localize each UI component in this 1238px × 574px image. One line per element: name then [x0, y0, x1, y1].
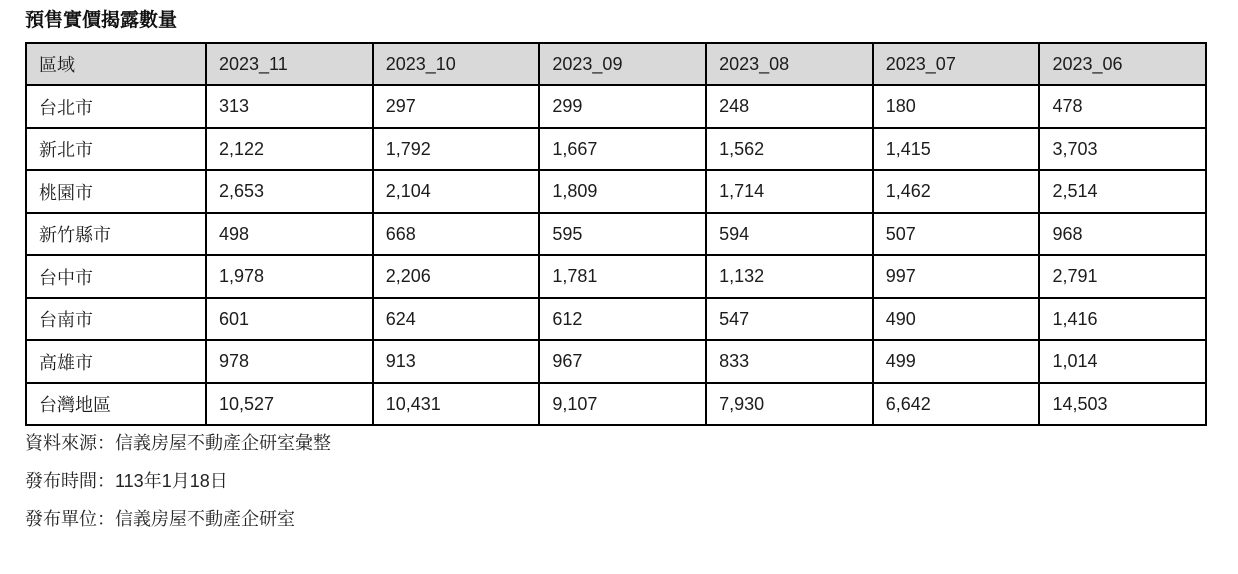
footer-publish-unit: 發布單位：信義房屋不動產企研室: [25, 508, 295, 529]
disclosure-table: [25, 42, 1207, 427]
region-cell: 新北市: [26, 128, 206, 171]
table-row-taichung: [26, 255, 1206, 298]
table-row-taiwan-total: [26, 383, 1206, 426]
table-row-taoyuan: [26, 170, 1206, 213]
value-cell: 833: [706, 340, 873, 383]
value-cell: 2,206: [373, 255, 540, 298]
value-cell: 1,978: [206, 255, 373, 298]
value-cell: 968: [1039, 213, 1206, 256]
value-cell: 10,431: [373, 383, 540, 426]
table-row-newtaipei: [26, 128, 1206, 171]
value-cell: 9,107: [539, 383, 706, 426]
value-cell: 624: [373, 298, 540, 341]
value-cell: 1,667: [539, 128, 706, 171]
value-cell: 1,714: [706, 170, 873, 213]
value-cell: 913: [373, 340, 540, 383]
value-cell: 2,104: [373, 170, 540, 213]
region-cell: 台中市: [26, 255, 206, 298]
value-cell: 1,462: [873, 170, 1040, 213]
region-cell: 新竹縣市: [26, 213, 206, 256]
region-cell: 台南市: [26, 298, 206, 341]
value-cell: 297: [373, 85, 540, 128]
region-cell: 桃園市: [26, 170, 206, 213]
value-cell: 10,527: [206, 383, 373, 426]
value-cell: 1,415: [873, 128, 1040, 171]
value-cell: 478: [1039, 85, 1206, 128]
value-cell: 313: [206, 85, 373, 128]
footer-publish-time: 發布時間：113年1月18日: [25, 471, 228, 492]
table-header-row: [26, 43, 1206, 86]
value-cell: 1,792: [373, 128, 540, 171]
column-header-2023-11: 2023_11: [206, 43, 373, 86]
value-cell: 1,416: [1039, 298, 1206, 341]
value-cell: 2,791: [1039, 255, 1206, 298]
column-header-2023-06: 2023_06: [1039, 43, 1206, 86]
table-row-hsinchu: [26, 213, 1206, 256]
value-cell: 7,930: [706, 383, 873, 426]
value-cell: 668: [373, 213, 540, 256]
column-header-2023-07: 2023_07: [873, 43, 1040, 86]
value-cell: 601: [206, 298, 373, 341]
column-header-region: 區域: [26, 43, 206, 86]
value-cell: 507: [873, 213, 1040, 256]
value-cell: 595: [539, 213, 706, 256]
value-cell: 978: [206, 340, 373, 383]
value-cell: 967: [539, 340, 706, 383]
value-cell: 6,642: [873, 383, 1040, 426]
value-cell: 612: [539, 298, 706, 341]
table-row-taipei: [26, 85, 1206, 128]
value-cell: 3,703: [1039, 128, 1206, 171]
page-title: 預售實價揭露數量: [25, 10, 178, 31]
value-cell: 1,809: [539, 170, 706, 213]
value-cell: 2,514: [1039, 170, 1206, 213]
value-cell: 498: [206, 213, 373, 256]
value-cell: 1,781: [539, 255, 706, 298]
column-header-2023-09: 2023_09: [539, 43, 706, 86]
column-header-2023-08: 2023_08: [706, 43, 873, 86]
value-cell: 490: [873, 298, 1040, 341]
value-cell: 499: [873, 340, 1040, 383]
table-row-tainan: [26, 298, 1206, 341]
value-cell: 1,014: [1039, 340, 1206, 383]
footer: [25, 434, 1213, 529]
value-cell: 2,122: [206, 128, 373, 171]
table-row-kaohsiung: [26, 340, 1206, 383]
value-cell: 248: [706, 85, 873, 128]
value-cell: 594: [706, 213, 873, 256]
value-cell: 14,503: [1039, 383, 1206, 426]
value-cell: 2,653: [206, 170, 373, 213]
region-cell: 高雄市: [26, 340, 206, 383]
value-cell: 997: [873, 255, 1040, 298]
footer-source: 資料來源：信義房屋不動產企研室彙整: [25, 433, 331, 454]
value-cell: 547: [706, 298, 873, 341]
value-cell: 1,562: [706, 128, 873, 171]
column-header-2023-10: 2023_10: [373, 43, 540, 86]
region-cell: 台灣地區: [26, 383, 206, 426]
value-cell: 299: [539, 85, 706, 128]
value-cell: 180: [873, 85, 1040, 128]
value-cell: 1,132: [706, 255, 873, 298]
region-cell: 台北市: [26, 85, 206, 128]
